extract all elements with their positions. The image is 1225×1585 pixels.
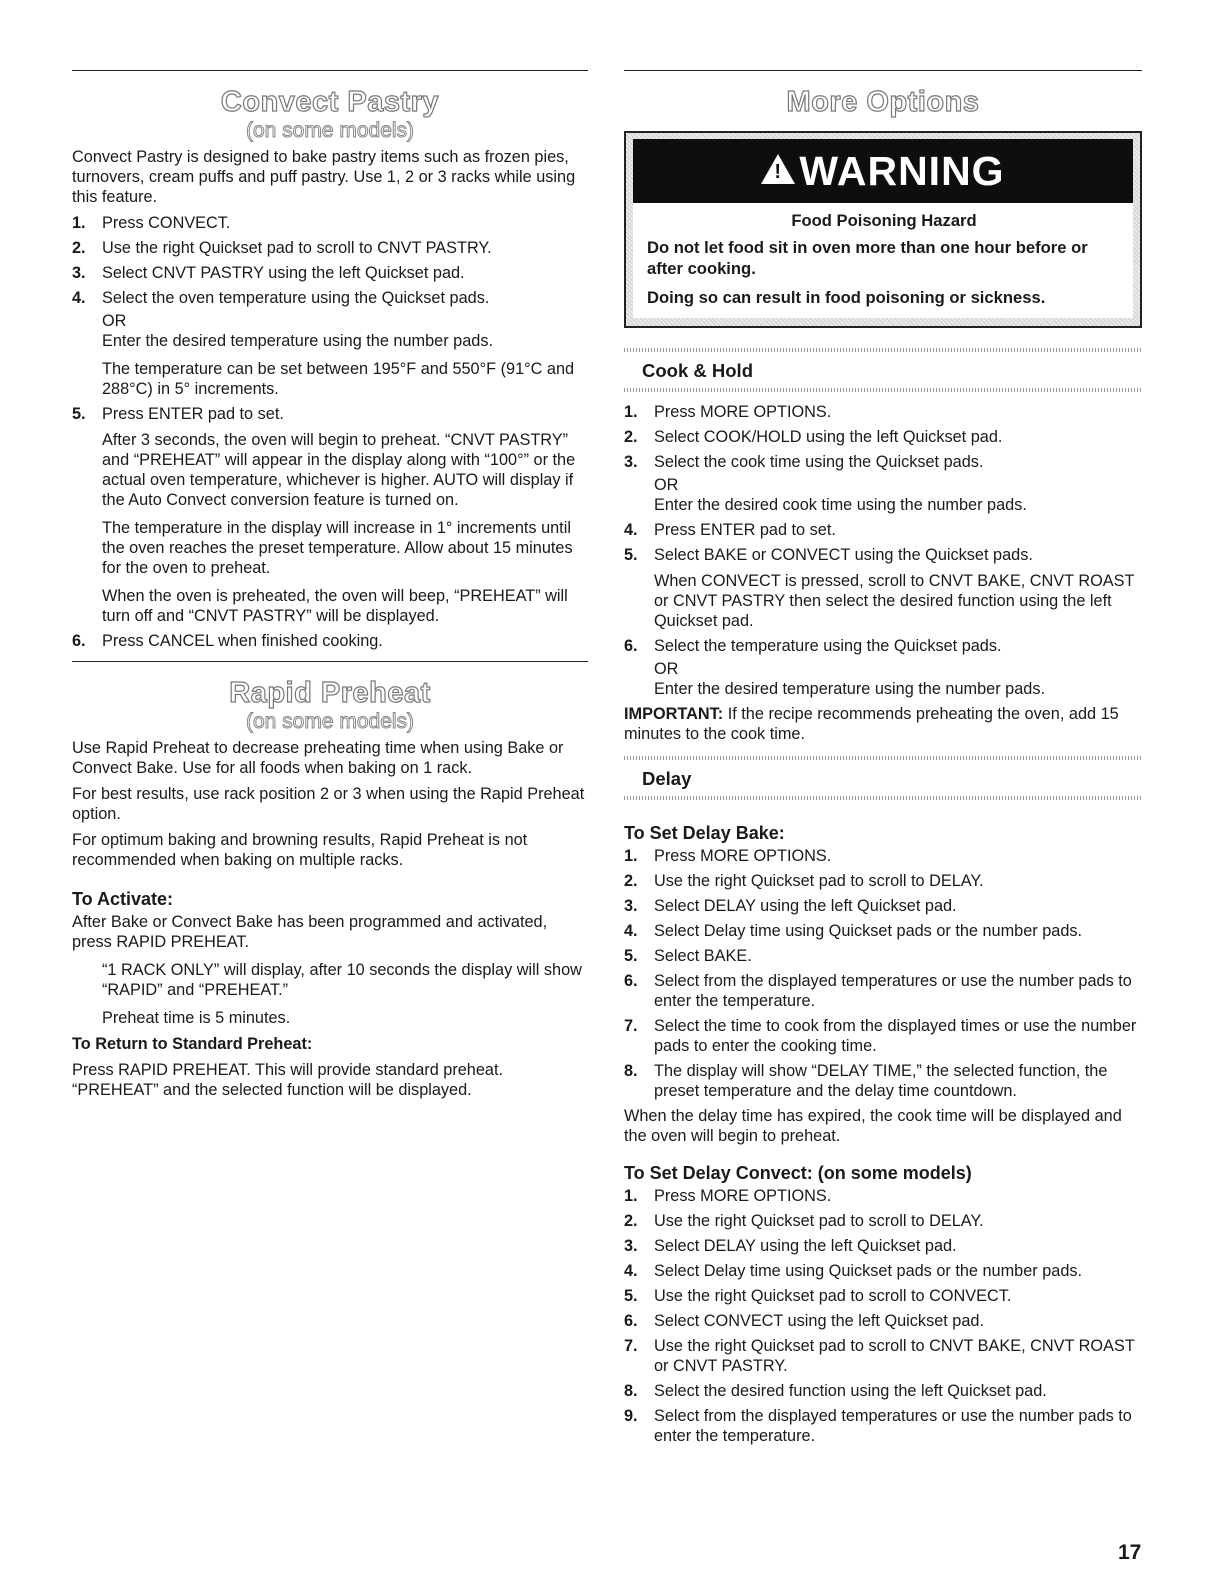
warning-heading: Food Poisoning Hazard <box>791 211 977 230</box>
list-item: 5. Use the right Quickset pad to scroll to CONVECT. <box>624 1287 1012 1305</box>
delay-heading: Delay <box>642 768 692 789</box>
list-item: 8. The display will show “DELAY TIME,” the selected function, the preset temperature and the delay time countdown. <box>624 1062 1108 1100</box>
list-item: 5. Press ENTER pad to set. After 3 seconds, the oven will begin to preheat. “CNVT PASTRY” and “PREHEAT” will appear in the display along with “100°” or the actual oven temperature, whichever is higher. AUTO will display if the Auto Convect conversion feature is turned on. The temperature in the display will increase in 1° increments until the oven reaches the preset temperature. Allow about 15 minutes for the oven to preheat. When the oven is preheated, the oven will beep, “PREHEAT” will turn off and “CNVT PASTRY” will be displayed. <box>72 404 588 626</box>
rapid-preheat-p3: For optimum baking and browning results, Rapid Preheat is not recommended when baking on multiple racks. <box>72 831 528 869</box>
delay-bake-steps <box>624 846 1142 1101</box>
warning-banner-text: WARNING <box>799 147 1005 194</box>
delay-bake-heading: To Set Delay Bake: <box>624 823 785 843</box>
cook-hold-header <box>624 348 1142 392</box>
step-note: After 3 seconds, the oven will begin to preheat. “CNVT PASTRY” and “PREHEAT” will appear in the display along with “100°” or the actual oven temperature, whichever is higher. AUTO will display if the Auto Convect conversion feature is turned on. <box>102 431 576 509</box>
return-standard-text: Press RAPID PREHEAT. This will provide standard preheat. “PREHEAT” and the selected function will be displayed. <box>72 1061 504 1099</box>
more-options-title: More Options <box>786 86 980 118</box>
warning-triangle-icon <box>761 154 795 184</box>
convect-pastry-subtitle: (on some models) <box>245 119 415 142</box>
right-column <box>624 70 1142 1451</box>
list-item: 8. Select the desired function using the left Quickset pad. <box>624 1382 1047 1400</box>
list-item: 5. Select BAKE or CONVECT using the Quickset pads. When CONVECT is pressed, scroll to CNVT BAKE, CNVT ROAST or CNVT PASTRY then select the desired function using the left Quickset pad. <box>624 545 1142 631</box>
step-alternative: Enter the desired cook time using the number pads. <box>654 496 1027 514</box>
delay-bake-after: When the delay time has expired, the cook time will be displayed and the oven will begin to preheat. <box>624 1107 1122 1145</box>
delay-convect-steps <box>624 1186 1142 1446</box>
list-item: 3. Select the cook time using the Quickset pads. OR Enter the desired cook time using the number pads. <box>624 452 1142 515</box>
list-item: 3. Select DELAY using the left Quickset pad. <box>624 897 957 915</box>
to-activate-text: After Bake or Convect Bake has been programmed and activated, press RAPID PREHEAT. <box>72 913 548 951</box>
cook-hold-steps <box>624 402 1142 699</box>
step-alternative: Enter the desired temperature using the number pads. <box>102 332 493 350</box>
delay-header <box>624 756 1142 800</box>
convect-pastry-title: Convect Pastry <box>220 86 440 118</box>
warning-line: Do not let food sit in oven more than one hour before or after cooking. <box>647 238 1088 278</box>
step-or: OR <box>654 476 679 494</box>
list-item: 3. Select CNVT PASTRY using the left Quickset pad. <box>72 264 465 282</box>
list-item: 2. Use the right Quickset pad to scroll to DELAY. <box>624 1212 984 1230</box>
list-item: 4. Select Delay time using Quickset pads or the number pads. <box>624 1262 1083 1280</box>
list-item: 1. Press MORE OPTIONS. <box>624 1187 832 1205</box>
cook-hold-heading: Cook & Hold <box>642 360 753 381</box>
convect-pastry-intro: Convect Pastry is designed to bake pastry items such as frozen pies, turnovers, cream puffs and puff pastry. Use 1, 2 or 3 racks while using this feature. <box>72 148 576 206</box>
list-item: 1. Press MORE OPTIONS. <box>624 847 832 865</box>
list-item: 2. Select COOK/HOLD using the left Quickset pad. <box>624 428 1003 446</box>
to-activate-note: Preheat time is 5 minutes. <box>102 1009 291 1027</box>
list-item: 5. Select BAKE. <box>624 947 752 965</box>
list-item: 4. Select the oven temperature using the Quickset pads. OR Enter the desired temperature using the number pads. The temperature can be set between 195°F and 550°F (91°C and 288°C) in 5° increments. <box>72 288 588 399</box>
list-item: 4. Select Delay time using Quickset pads or the number pads. <box>624 922 1083 940</box>
warning-line: Doing so can result in food poisoning or sickness. <box>647 288 1046 307</box>
list-item: 3. Select DELAY using the left Quickset pad. <box>624 1237 957 1255</box>
list-item: 7. Use the right Quickset pad to scroll to CNVT BAKE, CNVT ROAST or CNVT PASTRY. <box>624 1337 1135 1375</box>
list-item: 1. Press MORE OPTIONS. <box>624 403 832 421</box>
rapid-preheat-p2: For best results, use rack position 2 or 3 when using the Rapid Preheat option. <box>72 785 585 823</box>
list-item: 6. Select from the displayed temperatures or use the number pads to enter the temperature. <box>624 972 1132 1010</box>
list-item: 2. Use the right Quickset pad to scroll to DELAY. <box>624 872 984 890</box>
list-item: 6. Press CANCEL when finished cooking. <box>72 632 383 650</box>
warning-box <box>624 131 1142 328</box>
rapid-preheat-subtitle: (on some models) <box>245 710 415 733</box>
return-standard-heading: To Return to Standard Preheat: <box>72 1035 313 1053</box>
to-activate-heading: To Activate: <box>72 889 174 909</box>
list-item: 1. Press CONVECT. <box>72 214 231 232</box>
rapid-preheat-title: Rapid Preheat <box>229 677 431 709</box>
step-or: OR <box>102 312 127 330</box>
list-item: 2. Use the right Quickset pad to scroll to CNVT PASTRY. <box>72 239 492 257</box>
step-alternative: Enter the desired temperature using the number pads. <box>654 680 1045 698</box>
step-note: When the oven is preheated, the oven will beep, “PREHEAT” will turn off and “CNVT PASTRY” will be displayed. <box>102 587 568 625</box>
step-note: The temperature in the display will increase in 1° increments until the oven reaches the preset temperature. Allow about 15 minutes for the oven to preheat. <box>102 519 573 577</box>
warning-content <box>633 203 1133 318</box>
page-number: 17 <box>1118 1541 1142 1564</box>
left-column <box>72 70 588 1106</box>
list-item: 9. Select from the displayed temperatures or use the number pads to enter the temperature. <box>624 1407 1132 1445</box>
list-item: 7. Select the time to cook from the displayed times or use the number pads to enter the cooking time. <box>624 1017 1137 1055</box>
step-note: The temperature can be set between 195°F and 550°F (91°C and 288°C) in 5° increments. <box>102 360 575 398</box>
convect-pastry-steps <box>72 213 588 651</box>
warning-banner <box>633 139 1133 203</box>
step-note: When CONVECT is pressed, scroll to CNVT BAKE, CNVT ROAST or CNVT PASTRY then select the desired function using the left Quickset pad. <box>654 572 1135 630</box>
important-note: IMPORTANT: If the recipe recommends preheating the oven, add 15 minutes to the cook time. <box>624 705 1119 743</box>
step-or: OR <box>654 660 679 678</box>
list-item: 6. Select the temperature using the Quickset pads. OR Enter the desired temperature using the number pads. <box>624 636 1142 699</box>
list-item: 4. Press ENTER pad to set. <box>624 521 836 539</box>
list-item: 6. Select CONVECT using the left Quickset pad. <box>624 1312 984 1330</box>
to-activate-note: “1 RACK ONLY” will display, after 10 seconds the display will show “RAPID” and “PREHEAT.” <box>102 961 582 999</box>
delay-convect-heading: To Set Delay Convect: (on some models) <box>624 1163 972 1183</box>
rapid-preheat-p1: Use Rapid Preheat to decrease preheating time when using Bake or Convect Bake. Use for all foods when baking on 1 rack. <box>72 739 564 777</box>
